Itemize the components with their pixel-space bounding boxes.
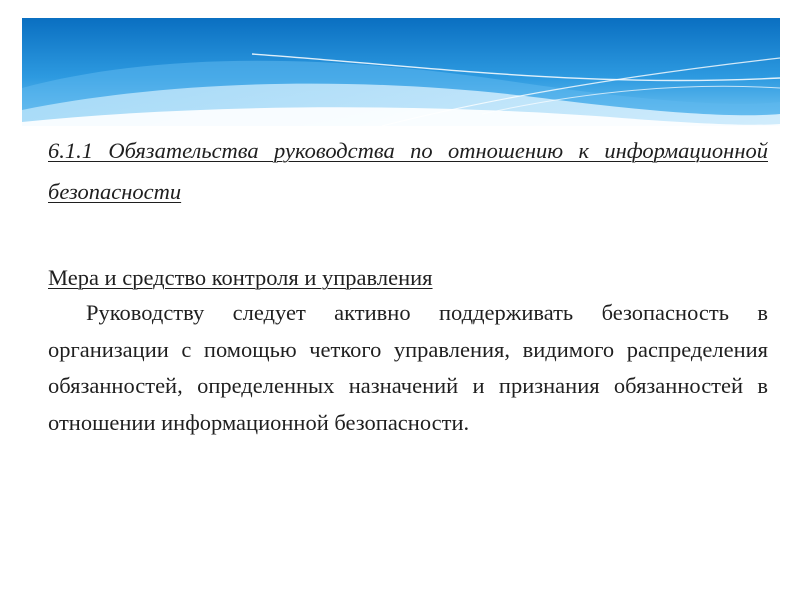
slide-content — [48, 130, 768, 441]
slide-title: 6.1.1 Обязательства руководства по отношению к информационной безопасности — [48, 138, 768, 204]
body-paragraph: Руководству следует активно поддерживать безопасность в организации с помощью четкого управления, видимого распределения обязанностей, определенных назначений и признания обязанностей в отношении информационной безопасности. — [48, 300, 768, 435]
wave-banner-decoration — [22, 18, 780, 126]
section-subtitle: Мера и средство контроля и управления — [48, 265, 433, 290]
